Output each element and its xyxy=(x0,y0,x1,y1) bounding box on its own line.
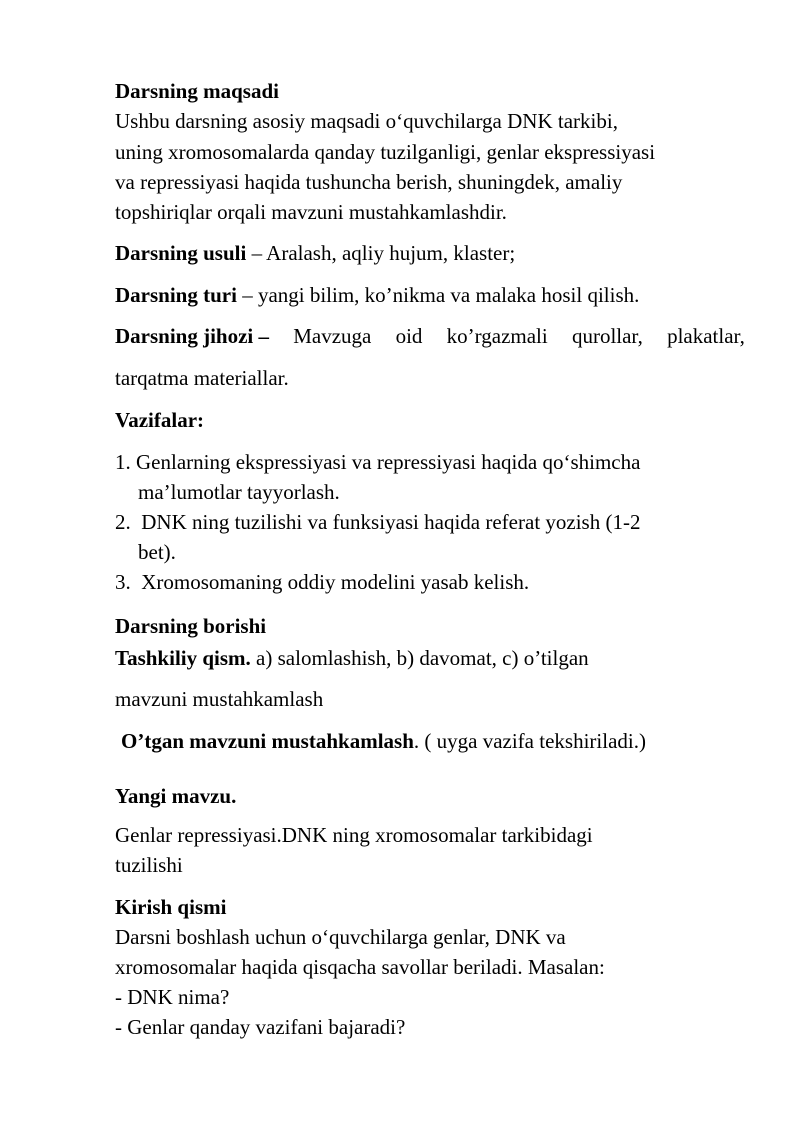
otgan-label: O’tgan mavzuni mustahkamlash xyxy=(121,729,414,753)
vazifa-item-2 xyxy=(115,507,640,537)
tashkiliy-text: a) salomlashish, b) davomat, c) o’tilgan xyxy=(250,646,589,670)
kirish-question-2: - Genlar qanday vazifani bajaradi? xyxy=(115,1015,406,1039)
usuli-text: – Aralash, aqliy hujum, klaster; xyxy=(246,241,516,265)
tashkiliy-line xyxy=(115,643,589,673)
turi-text: – yangi bilim, ko’nikma va malaka hosil qilish. xyxy=(236,283,640,307)
kirish-line-1: Darsni boshlash uchun o‘quvchilarga genlar, DNK va xyxy=(115,925,566,949)
vazifa-item-1-text: Genlarning ekspressiyasi va repressiyasi haqida qo‘shimcha xyxy=(136,450,641,474)
vazifa-item-1-cont: ma’lumotlar tayyorlash. xyxy=(138,480,340,504)
vazifa-item-2-number: 2. xyxy=(115,510,131,534)
vazifa-item-2-cont: bet). xyxy=(138,540,176,564)
vazifa-item-3 xyxy=(115,567,529,597)
turi-line xyxy=(115,280,639,310)
vazifa-item-3-text: Xromosomaning oddiy modelini yasab kelish. xyxy=(141,570,530,594)
borishi-heading: Darsning borishi xyxy=(115,614,267,638)
vazifalar-heading: Vazifalar: xyxy=(115,408,205,432)
yangi-line-2: tuzilishi xyxy=(115,853,183,877)
maqsad-line-3: va repressiyasi haqida tushuncha berish, shuningdek, amaliy xyxy=(115,170,623,194)
turi-label: Darsning turi xyxy=(115,283,237,307)
maqsad-heading: Darsning maqsadi xyxy=(115,79,279,103)
vazifa-item-1-number: 1. xyxy=(115,450,131,474)
usuli-label: Darsning usuli xyxy=(115,241,247,265)
tashkiliy-line-2: mavzuni mustahkamlash xyxy=(115,687,324,711)
kirish-line-2: xromosomalar haqida qisqacha savollar beriladi. Masalan: xyxy=(115,955,605,979)
jihozi-word-4: qurollar, xyxy=(571,324,643,348)
vazifa-item-2-text: DNK ning tuzilishi va funksiyasi haqida referat yozish (1-2 xyxy=(141,510,641,534)
otgan-line xyxy=(121,726,646,756)
jihozi-word-3: ko’rgazmali xyxy=(446,324,548,348)
tashkiliy-label: Tashkiliy qism. xyxy=(115,646,251,670)
maqsad-line-1: Ushbu darsning asosiy maqsadi o‘quvchilarga DNK tarkibi, xyxy=(115,109,618,133)
jihozi-line xyxy=(115,321,745,351)
kirish-heading: Kirish qismi xyxy=(115,895,227,919)
vazifa-item-3-number: 3. xyxy=(115,570,131,594)
jihozi-word-5: plakatlar, xyxy=(667,324,745,348)
yangi-heading: Yangi mavzu. xyxy=(115,784,237,808)
usuli-line xyxy=(115,238,515,268)
jihozi-label: Darsning jihozi – xyxy=(115,324,270,348)
yangi-line-1: Genlar repressiyasi.DNK ning xromosomalar tarkibidagi xyxy=(115,823,593,847)
vazifa-item-1 xyxy=(115,447,640,477)
maqsad-line-2: uning xromosomalarda qanday tuzilganligi, genlar ekspressiyasi xyxy=(115,140,656,164)
jihozi-word-2: oid xyxy=(395,324,423,348)
kirish-question-1: - DNK nima? xyxy=(115,985,230,1009)
otgan-text: . ( uyga vazifa tekshiriladi.) xyxy=(413,729,646,753)
jihozi-word-1: Mavzuga xyxy=(293,324,372,348)
maqsad-line-4: topshiriqlar orqali mavzuni mustahkamlashdir. xyxy=(115,200,507,224)
jihozi-line-2: tarqatma materiallar. xyxy=(115,366,289,390)
